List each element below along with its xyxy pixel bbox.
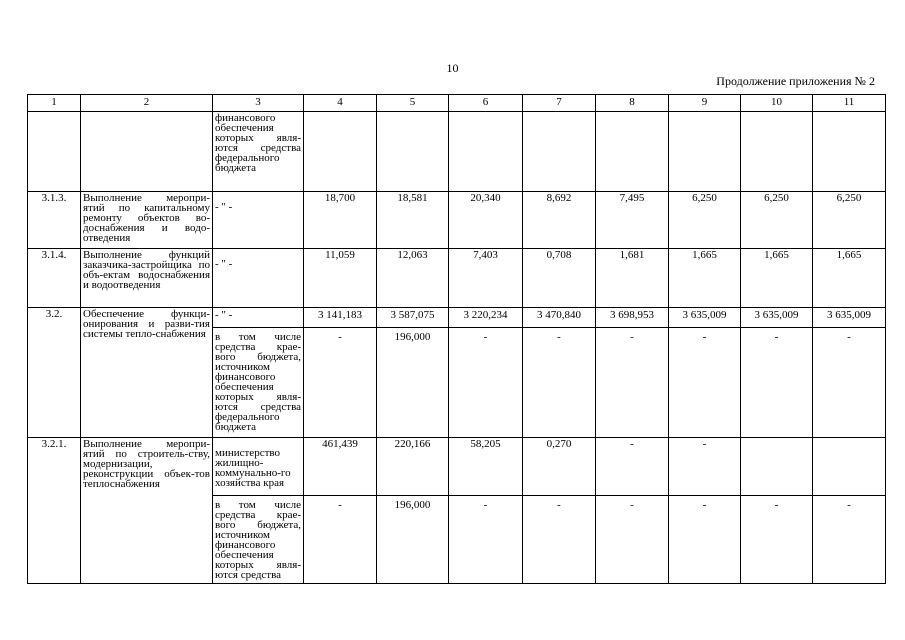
value-cell: - bbox=[449, 328, 523, 438]
value-cell: - bbox=[596, 328, 669, 438]
value-cell: 3 635,009 bbox=[741, 308, 813, 328]
value-cell: 220,166 bbox=[377, 438, 449, 496]
header-cell: 11 bbox=[813, 95, 886, 112]
header-cell: 5 bbox=[377, 95, 449, 112]
row-source: - " - bbox=[213, 192, 304, 249]
value-cell bbox=[523, 112, 596, 192]
row-source-sub: в том числе средства крае-вого бюджета, источником финансового обеспечения которых явля-ются средства федерального бюджета bbox=[213, 328, 304, 438]
continuation-caption: Продолжение приложения № 2 bbox=[716, 74, 875, 88]
value-cell: 18,581 bbox=[377, 192, 449, 249]
value-cell: 3 220,234 bbox=[449, 308, 523, 328]
row-name: Выполнение меропри-ятий по строитель-ству, модернизации, реконструкции объек-тов теплоснабжения bbox=[81, 438, 213, 584]
value-cell: 12,063 bbox=[377, 249, 449, 308]
row-number: 3.1.3. bbox=[28, 192, 81, 249]
value-cell bbox=[377, 112, 449, 192]
row-source: - " - bbox=[213, 249, 304, 308]
value-cell: 6,250 bbox=[669, 192, 741, 249]
value-cell: 20,340 bbox=[449, 192, 523, 249]
value-cell: 18,700 bbox=[304, 192, 377, 249]
row-number: 3.2.1. bbox=[28, 438, 81, 584]
value-cell: 3 635,009 bbox=[813, 308, 886, 328]
value-cell bbox=[596, 112, 669, 192]
value-cell: - bbox=[304, 328, 377, 438]
value-cell: 1,665 bbox=[813, 249, 886, 308]
value-cell: 1,665 bbox=[741, 249, 813, 308]
row-number bbox=[28, 112, 81, 192]
value-cell: 3 698,953 bbox=[596, 308, 669, 328]
header-cell: 8 bbox=[596, 95, 669, 112]
value-cell: - bbox=[669, 496, 741, 584]
budget-table bbox=[27, 94, 886, 584]
row-source-sub: в том числе средства крае-вого бюджета, источником финансового обеспечения которых явля-ются средства bbox=[213, 496, 304, 584]
value-cell: 3 141,183 bbox=[304, 308, 377, 328]
value-cell: 3 470,840 bbox=[523, 308, 596, 328]
value-cell: 0,270 bbox=[523, 438, 596, 496]
row-source: - " - bbox=[213, 308, 304, 328]
value-cell: - bbox=[596, 496, 669, 584]
value-cell: - bbox=[813, 496, 886, 584]
value-cell: 196,000 bbox=[377, 328, 449, 438]
value-cell: - bbox=[813, 328, 886, 438]
value-cell: 1,681 bbox=[596, 249, 669, 308]
row-name: Выполнение меропри-ятий по капитальному ремонту объектов во-доснабжения и водо-отведения bbox=[81, 192, 213, 249]
value-cell: 3 635,009 bbox=[669, 308, 741, 328]
table-row bbox=[28, 249, 886, 308]
value-cell: 58,205 bbox=[449, 438, 523, 496]
value-cell: - bbox=[596, 438, 669, 496]
header-cell: 9 bbox=[669, 95, 741, 112]
value-cell: 11,059 bbox=[304, 249, 377, 308]
header-cell: 1 bbox=[28, 95, 81, 112]
value-cell: - bbox=[304, 496, 377, 584]
value-cell bbox=[813, 112, 886, 192]
header-cell: 7 bbox=[523, 95, 596, 112]
value-cell: - bbox=[741, 496, 813, 584]
header-cell: 4 bbox=[304, 95, 377, 112]
value-cell bbox=[741, 438, 813, 496]
row-number: 3.2. bbox=[28, 308, 81, 438]
row-source: министерство жилищно-коммунально-го хозяйства края bbox=[213, 438, 304, 496]
header-cell: 6 bbox=[449, 95, 523, 112]
row-name: Выполнение функций заказчика-застройщика по объ-ектам водоснабжения и водоотведения bbox=[81, 249, 213, 308]
value-cell bbox=[813, 438, 886, 496]
value-cell: - bbox=[669, 438, 741, 496]
header-cell: 3 bbox=[213, 95, 304, 112]
table-row bbox=[28, 192, 886, 249]
table-row bbox=[28, 112, 886, 192]
value-cell: 6,250 bbox=[813, 192, 886, 249]
row-source: финансового обеспечения которых явля-ются средства федерального бюджета bbox=[213, 112, 304, 192]
value-cell: 1,665 bbox=[669, 249, 741, 308]
value-cell: - bbox=[741, 328, 813, 438]
value-cell bbox=[304, 112, 377, 192]
value-cell: 196,000 bbox=[377, 496, 449, 584]
table-row bbox=[28, 308, 886, 328]
value-cell: 6,250 bbox=[741, 192, 813, 249]
value-cell: - bbox=[523, 328, 596, 438]
row-number: 3.1.4. bbox=[28, 249, 81, 308]
value-cell: - bbox=[449, 496, 523, 584]
table-row bbox=[28, 438, 886, 496]
value-cell: 8,692 bbox=[523, 192, 596, 249]
row-name: Обеспечение функци-онирования и разви-тия системы тепло-снабжения bbox=[81, 308, 213, 438]
value-cell bbox=[669, 112, 741, 192]
header-row bbox=[28, 95, 886, 112]
page-number: 10 bbox=[446, 61, 459, 75]
value-cell: 0,708 bbox=[523, 249, 596, 308]
header-cell: 10 bbox=[741, 95, 813, 112]
value-cell: 7,403 bbox=[449, 249, 523, 308]
value-cell: - bbox=[669, 328, 741, 438]
value-cell: 3 587,075 bbox=[377, 308, 449, 328]
value-cell bbox=[741, 112, 813, 192]
row-name bbox=[81, 112, 213, 192]
value-cell: 7,495 bbox=[596, 192, 669, 249]
value-cell bbox=[449, 112, 523, 192]
value-cell: 461,439 bbox=[304, 438, 377, 496]
value-cell: - bbox=[523, 496, 596, 584]
header-cell: 2 bbox=[81, 95, 213, 112]
